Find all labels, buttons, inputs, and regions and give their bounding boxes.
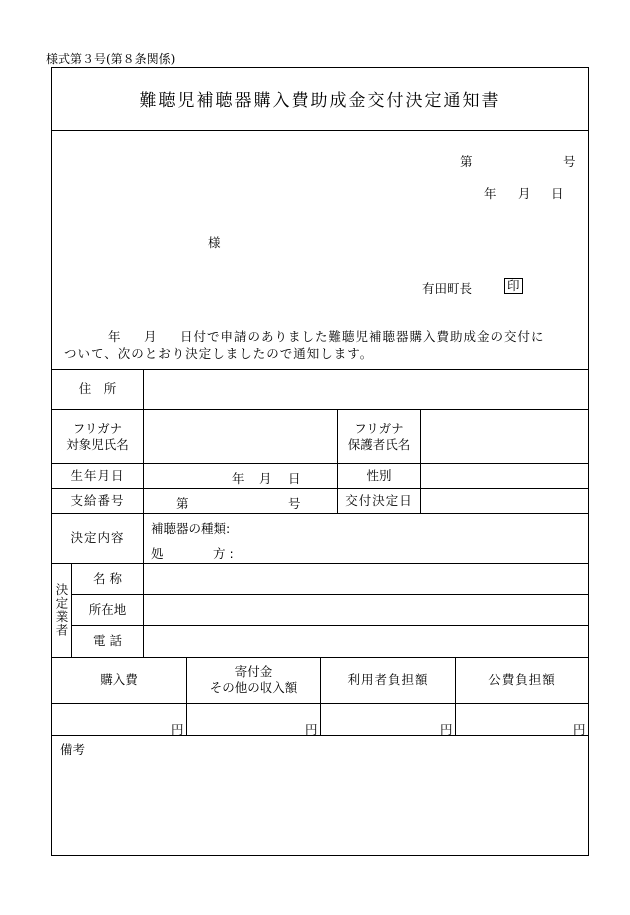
vendor-address-label: 所在地 [88, 601, 127, 617]
public-burden-unit: 円 [573, 722, 586, 737]
seal-mark: 印 [504, 278, 523, 294]
body-text-line1: 日付で申請のありました難聴児補聴器購入費助成金の交付に [180, 329, 545, 344]
date-month: 月 [518, 186, 531, 201]
vendor-section-label: 決定業者 [54, 583, 69, 637]
address-label: 住 所 [78, 381, 117, 396]
guardian-furigana-label: フリガナ [354, 420, 404, 436]
body-year: 年 [108, 329, 121, 344]
table-line [143, 369, 144, 657]
purchase-cost-header: 購入費 [100, 672, 138, 687]
prescription-label-a: 処 [151, 546, 164, 561]
purchase-cost-unit: 円 [171, 722, 184, 737]
child-furigana-label: フリガナ [72, 420, 123, 436]
birth-year: 年 [232, 471, 245, 486]
payment-number-suffix: 号 [288, 496, 301, 511]
document-title: 難聴児補聴器購入費助成金交付決定通知書 [52, 67, 588, 131]
issuer-name: 有田町長 [422, 281, 473, 296]
body-text-line2: ついて、次のとおり決定しましたので通知します。 [64, 346, 374, 361]
sex-label: 性別 [366, 467, 392, 483]
payment-number-label: 支給番号 [70, 492, 125, 508]
decision-date-label: 交付決定日 [345, 492, 413, 508]
other-income-unit: 円 [305, 722, 318, 737]
user-burden-header: 利用者負担額 [347, 672, 429, 687]
remarks-label: 備考 [60, 742, 86, 757]
number-suffix: 号 [563, 154, 576, 169]
guardian-name-label [338, 410, 420, 463]
decision-content-label: 決定内容 [70, 530, 125, 545]
addressee-suffix: 様 [208, 235, 221, 250]
table-line [420, 409, 421, 513]
payment-number-prefix: 第 [176, 496, 189, 511]
birth-date-label: 生年月日 [70, 467, 125, 483]
table-line [52, 735, 588, 736]
birth-month: 月 [259, 471, 272, 486]
user-burden-unit: 円 [440, 722, 453, 737]
vendor-name-label: 名 称 [93, 570, 122, 586]
guardian-name-text: 保護者氏名 [347, 436, 411, 452]
child-name-text: 対象児氏名 [66, 436, 129, 452]
device-type-label: 補聴器の種類: [151, 521, 231, 536]
number-prefix: 第 [460, 154, 473, 169]
table-line [71, 594, 588, 595]
table-line [71, 625, 588, 626]
public-burden-header: 公費負担額 [488, 672, 556, 687]
prescription-label-b: 方 : [213, 546, 234, 561]
birth-day: 日 [288, 471, 301, 486]
body-month: 月 [144, 329, 157, 344]
other-income-header-text: その他の収入額 [209, 680, 298, 695]
date-year: 年 [484, 186, 497, 201]
date-day: 日 [551, 186, 564, 201]
form-label: 様式第３号(第８条関係) [46, 52, 176, 66]
vendor-phone-label: 電 話 [93, 633, 122, 648]
donation-header-text: 寄付金 [234, 664, 273, 679]
child-name-label [52, 410, 143, 463]
other-income-header [187, 657, 320, 703]
